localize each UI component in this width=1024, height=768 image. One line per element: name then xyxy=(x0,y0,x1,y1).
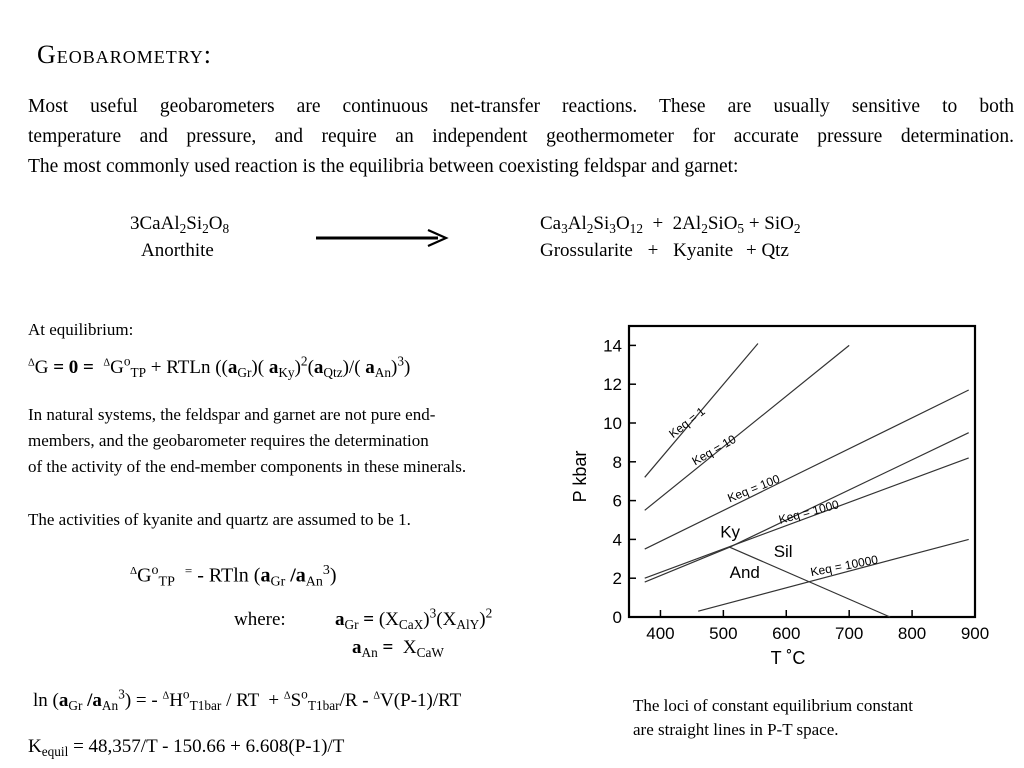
paragraph-line: members, and the geobarometer requires the determination xyxy=(28,431,429,450)
caption-line: are straight lines in P-T space. xyxy=(633,720,839,739)
pt-diagram xyxy=(570,318,1000,668)
y-tick-label: 14 xyxy=(603,336,622,356)
y-tick-label: 8 xyxy=(612,452,622,472)
field-label: Ky xyxy=(720,522,741,542)
activity-gr-definition: $a_{Gr} = (X_{CaX})^3(X_{AlY})^2$ xyxy=(335,605,493,632)
intro-line: Most useful geobarometers are continuous net-transfer reactions. These are usually sensitive to both xyxy=(28,96,1014,117)
y-tick-label: 12 xyxy=(603,375,622,395)
x-tick-label: 400 xyxy=(646,624,675,643)
plus-sign: + xyxy=(647,240,659,261)
line-label: Keq = 1 xyxy=(666,404,708,441)
x-tick-label: 700 xyxy=(834,624,864,643)
x-tick-label: 900 xyxy=(960,624,990,643)
kequil-equation: $K_{equil} = 48,357/T - 150.66 + 6.608(P-1)/T$ xyxy=(28,736,345,759)
y-tick-label: 4 xyxy=(612,530,622,550)
field-label: And xyxy=(729,563,760,583)
intro-line: temperature and pressure, and require an independent geothermometer for accurate pressure determination. xyxy=(28,126,1014,147)
x-tick-label: 500 xyxy=(709,624,738,643)
product-name: Grossularite xyxy=(540,240,633,261)
y-axis-label: P kbar xyxy=(570,450,590,503)
paragraph-line: of the activity of the end-member components in these minerals. xyxy=(28,457,467,476)
field-label: Sil xyxy=(773,541,793,561)
y-tick-label: 0 xyxy=(612,608,622,627)
activity-an-definition: $a_{An} = X_{CaW}$ xyxy=(352,637,444,660)
caption-line: The loci of constant equilibrium constant xyxy=(633,696,913,715)
gibbs-equation: $^\Delta G = 0 = ^\Delta G^o_{TP}$ + RTLn ($(a_{Gr})$( $a_{Ky})^2(a_{Qtz})/$( $a_{An})^3$) xyxy=(28,353,411,380)
reduced-equation: $^\Delta G^o_{TP}$ = - RTln ($a_{Gr}$ $/a_{An}^3$) xyxy=(130,562,337,590)
product-names xyxy=(540,240,789,262)
product-formula: $Ca_3Al_2Si_3O_{12} + 2Al_2SiO_5 + SiO_2$ xyxy=(540,213,801,236)
where-label: where: xyxy=(234,609,286,630)
x-axis-label: T ˚C xyxy=(770,648,806,668)
y-tick-label: 10 xyxy=(603,414,622,433)
x-tick-label: 600 xyxy=(772,624,801,643)
kequil-expression: = 48,357/T - 150.66 + 6.608(P-1)/T xyxy=(73,736,345,757)
x-tick-label: 800 xyxy=(897,624,927,643)
line-label: Keq = 10 xyxy=(689,431,739,469)
line-label: Keq = 1000 xyxy=(777,497,841,527)
line-label: Keq = 10000 xyxy=(809,552,880,580)
natural-systems-paragraph xyxy=(28,402,558,480)
activities-note: The activities of kyanite and quartz are assumed to be 1. xyxy=(28,510,411,529)
reactant-formula: $3CaAl_2Si_2O_8$ xyxy=(130,213,230,236)
reactant-name: Anorthite xyxy=(141,240,214,261)
reaction-arrow-icon xyxy=(312,226,452,250)
product-name: + Qtz xyxy=(746,240,789,261)
line-label: Keq = 100 xyxy=(725,471,782,506)
equilibrium-label: At equilibrium: xyxy=(28,320,134,339)
intro-line: The most commonly used reaction is the equilibria between coexisting feldspar and garnet: xyxy=(28,156,739,177)
series-line xyxy=(645,547,730,582)
paragraph-line: In natural systems, the feldspar and garnet are not pure end- xyxy=(28,405,436,424)
intro-paragraph xyxy=(28,92,1014,182)
product-name: Kyanite xyxy=(673,240,734,261)
graph-caption xyxy=(633,694,913,742)
page-title: Geobarometry: xyxy=(37,40,213,69)
ln-equation: $\ln (a_{Gr}$ $/a_{An}^3$) = - $^\Delta H^o_{T1bar}$ / RT + $^\Delta S^o_{T1bar}/R - ^\Delta V(P-1)/RT$ xyxy=(33,686,462,713)
y-tick-label: 6 xyxy=(612,491,622,511)
y-tick-label: 2 xyxy=(612,569,622,589)
